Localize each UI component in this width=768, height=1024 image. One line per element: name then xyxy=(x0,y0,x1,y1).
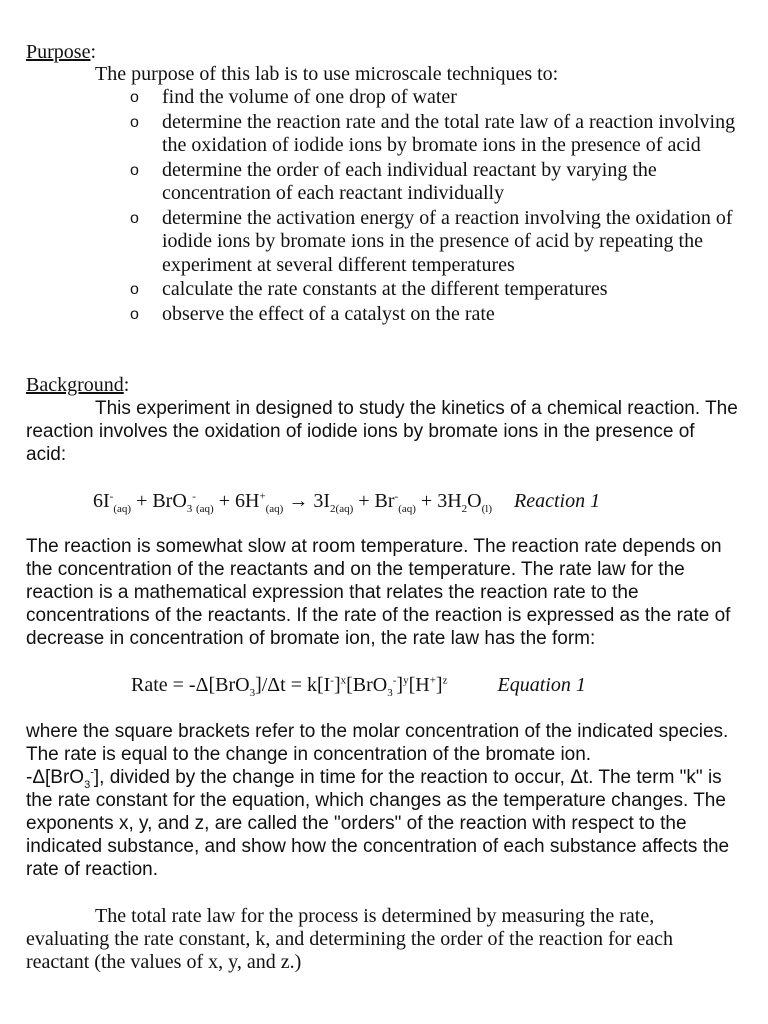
purpose-item xyxy=(126,111,746,158)
equation-1: Rate = $-\Delta[BrO_3]/\Delta t = k[I^-]^x[BrO_3^-]^y[H^+]^z$ Equation 1 xyxy=(131,674,586,699)
background-paragraph-2: The reaction is somewhat slow at room temperature. The reaction rate depends on the concentration of the reactants and on the temperature. The rate law for the reaction is a mathematical expression that relates the reaction rate to the concentrations of the reactants. If the rate of the reaction is expressed as the rate of decrease in concentration of bromate ion, the rate law has the form: xyxy=(26,536,731,649)
purpose-item xyxy=(126,86,746,110)
bullet-icon: o xyxy=(130,161,139,179)
bullet-icon: o xyxy=(130,209,139,227)
equation-1-label: Equation 1 xyxy=(497,674,586,696)
purpose-item-text: observe the effect of a catalyst on the rate xyxy=(162,302,495,325)
background-heading: Background xyxy=(26,374,124,396)
purpose-intro: The purpose of this lab is to use microscale techniques to: xyxy=(95,63,559,85)
background-heading-line xyxy=(26,373,129,397)
background-paragraph-3: where the square brackets refer to the molar concentration of the indicated species. The rate is equal to the change in concentration of the bromate ion. -Δ[BrO$_3$-], divided by the change in time for the reaction to occur, Δt. The term "k" is the rate constant for the equation, which changes as the temperature changes. The exponents x, y, and z, are called the "orders" of the reaction with respect to the indicated substance, and show how the concentration of each substance affects the rate of reaction. xyxy=(26,721,730,880)
purpose-item xyxy=(126,159,746,206)
bullet-icon: o xyxy=(130,113,139,131)
purpose-item-text: find the volume of one drop of water xyxy=(162,86,457,108)
bullet-icon: o xyxy=(130,89,139,106)
background-paragraph-4 xyxy=(26,905,738,974)
reaction-arrow-icon: → xyxy=(283,490,314,512)
purpose-item-text: determine the order of each individual reactant by varying the concentration of each reactant individually xyxy=(162,158,657,204)
purpose-heading-line xyxy=(26,40,96,64)
reaction-1-label: Reaction 1 xyxy=(514,490,601,512)
background-paragraph-1-text: This experiment in designed to study the kinetics of a chemical reaction. The reaction involves the oxidation of iodide ions by bromate ions in the presence of acid: xyxy=(26,398,738,465)
purpose-item xyxy=(126,207,746,278)
background-paragraph-1 xyxy=(26,397,738,466)
purpose-item-text: calculate the rate constants at the different temperatures xyxy=(162,278,608,300)
background-heading-colon: : xyxy=(123,374,130,396)
purpose-item xyxy=(126,303,746,327)
bullet-icon: o xyxy=(130,281,139,298)
purpose-item-text: determine the reaction rate and the total rate law of a reaction involving the oxidation of iodide ions by bromate ions in the presence of acid xyxy=(162,110,736,156)
background-paragraph-4-text: The total rate law for the process is determined by measuring the rate, evaluating the rate constant, k, and determining the order of the reaction for each reactant (the values of x, y, and z.) xyxy=(26,905,673,973)
purpose-heading-colon: : xyxy=(90,41,97,63)
purpose-item-text: determine the activation energy of a reaction involving the oxidation of iodide ions by bromate ions in the presence of acid by repeating the experiment at several different temperatures xyxy=(162,206,733,276)
bullet-icon: o xyxy=(130,305,139,323)
purpose-item xyxy=(126,278,746,302)
purpose-list xyxy=(126,86,746,327)
purpose-heading: Purpose xyxy=(26,41,91,63)
reaction-1: $6I^-_{(aq)} + BrO_3^-_{(aq)} + 6H^+_{(aq)} \to 3I_{2(aq)} + Br^-_{(aq)} + 3H_2O_{(l)}$ Reaction 1 xyxy=(93,490,601,515)
